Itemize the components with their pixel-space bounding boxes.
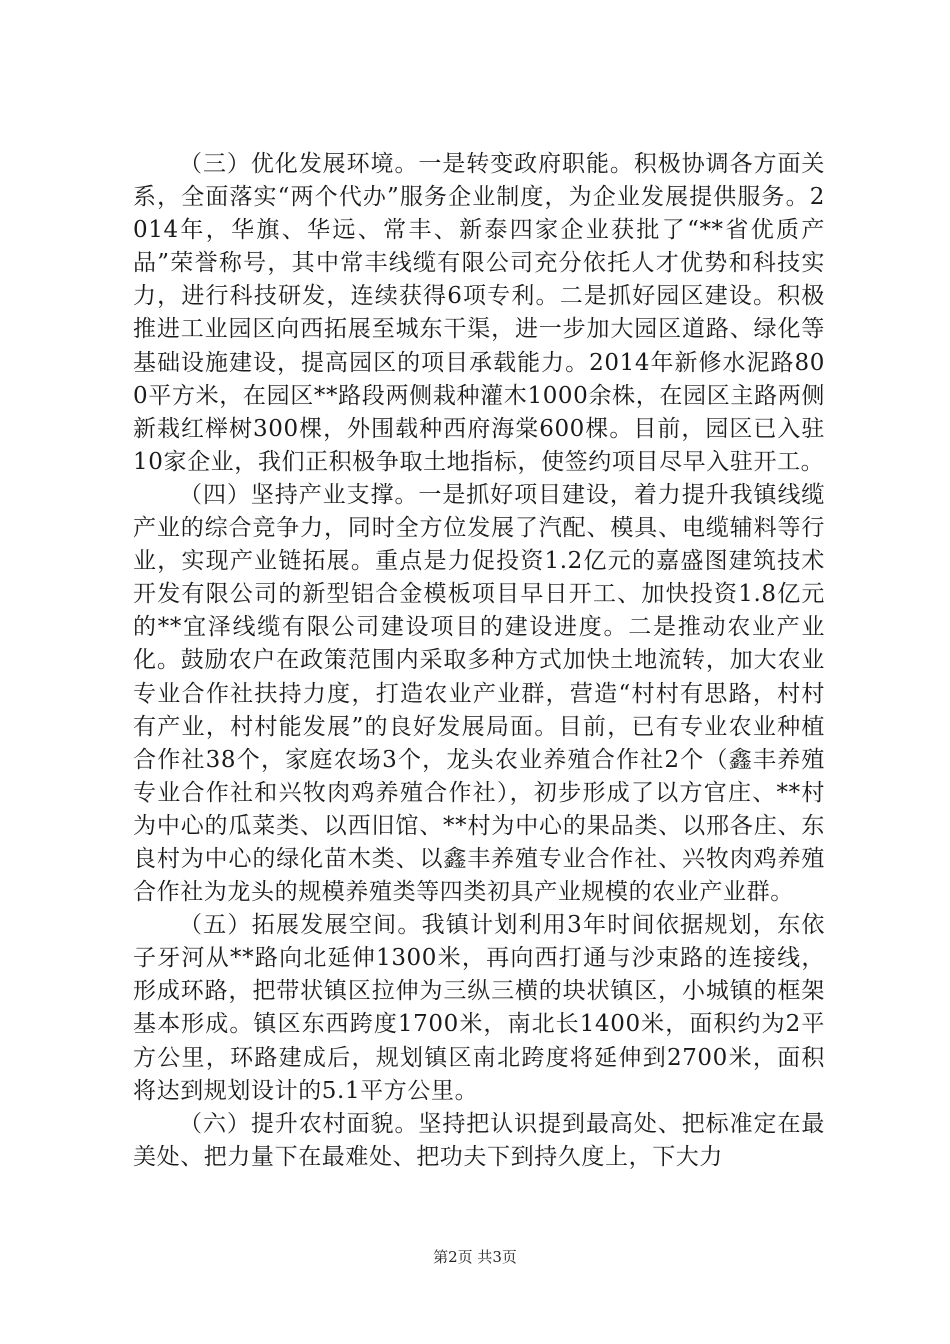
paragraph-expand-space: （五）拓展发展空间。我镇计划利用3年时间依据规划，东依子牙河从**路向北延伸1300米，再向西打通与沙束路的连接线，形成环路，把带状镇区拉伸为三纵三横的块状镇区，小城镇的框架基本形成。镇区东西跨度1700米，南北长1400米，面积约为2平方公里，环路建成后，规划镇区南北跨度将延伸到2700米，面积将达到规划设计的5.1平方公里。 (133, 912, 825, 1104)
page-number-footer: 第2页 共3页 (433, 1248, 517, 1266)
document-body (133, 148, 825, 1174)
paragraph-industry-support: （四）坚持产业支撑。一是抓好项目建设，着力提升我镇线缆产业的综合竞争力，同时全方位发展了汽配、模具、电缆辅料等行业，实现产业链拓展。重点是力促投资1.2亿元的嘉盛图建筑技术开发有限公司的新型铝合金模板项目早日开工、加快投资1.8亿元的**宜泽线缆有限公司建设项目的建设进度。二是推动农业产业化。鼓励农户在政策范围内采取多种方式加快土地流转，加大农业专业合作社扶持力度，打造农业产业群，营造“村村有思路，村村有产业，村村能发展”的良好发展局面。目前，已有专业农业种植合作社38个，家庭农场3个，龙头农业养殖合作社2个（鑫丰养殖专业合作社和兴牧肉鸡养殖合作社），初步形成了以方官庄、**村为中心的瓜菜类、以西旧馆、**村为中心的果品类、以邢各庄、东良村为中心的绿化苗木类、以鑫丰养殖专业合作社、兴牧肉鸡养殖合作社为龙头的规模养殖类等四类初具产业规模的农业产业群。 (133, 481, 825, 906)
paragraph-optimize-environment: （三）优化发展环境。一是转变政府职能。积极协调各方面关系，全面落实“两个代办”服务企业制度，为企业发展提供服务。2014年，华旗、华远、常丰、新泰四家企业获批了“**省优质产品”荣誉称号，其中常丰线缆有限公司充分依托人才优势和科技实力，进行科技研发，连续获得6项专利。二是抓好园区建设。积极推进工业园区向西拓展至城东干渠，进一步加大园区道路、绿化等基础设施建设，提高园区的项目承载能力。2014年新修水泥路800平方米，在园区**路段两侧栽种灌木1000余株，在园区主路两侧新栽红榉树300棵，外围载种西府海棠600棵。目前，园区已入驻10家企业，我们正积极争取土地指标，使签约项目尽早入驻开工。 (133, 151, 825, 475)
paragraph-rural-appearance: （六）提升农村面貌。坚持把认识提到最高处、把标准定在最美处、把力量下在最难处、把功夫下到持久度上，下大力 (133, 1110, 825, 1170)
